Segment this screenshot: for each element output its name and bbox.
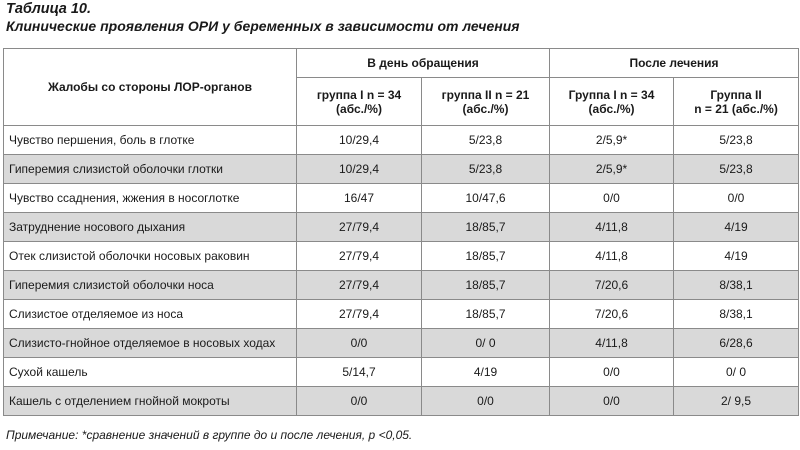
row-label: Затруднение носового дыхания (4, 213, 297, 242)
cell-value: 0/0 (422, 387, 550, 416)
cell-value: 27/79,4 (297, 271, 422, 300)
group-header-line: Группа I n = 34 (568, 87, 655, 102)
cell-value: 16/47 (297, 184, 422, 213)
table-row (4, 242, 799, 271)
group-header-line: (абс./%) (462, 101, 509, 116)
cell-value: 4/19 (674, 242, 799, 271)
group-header (674, 78, 799, 126)
group-header-line: n = 21 (абс./%) (694, 101, 778, 116)
table-title: Таблица 10. (6, 1, 92, 17)
cell-value: 8/38,1 (674, 271, 799, 300)
cell-value: 5/23,8 (422, 126, 550, 155)
cell-value: 10/47,6 (422, 184, 550, 213)
cell-value: 5/23,8 (674, 126, 799, 155)
cell-value: 18/85,7 (422, 271, 550, 300)
cell-value: 5/23,8 (422, 155, 550, 184)
cell-value: 0/ 0 (674, 358, 799, 387)
table-row (4, 155, 799, 184)
table-footnote: Примечание: *сравнение значений в группе до и после лечения, р <0,05. (6, 428, 413, 442)
cell-value: 10/29,4 (297, 155, 422, 184)
cell-value: 0/0 (550, 387, 674, 416)
row-label: Сухой кашель (4, 358, 297, 387)
group-header-line: (абс./%) (588, 101, 635, 116)
cell-value: 4/11,8 (550, 329, 674, 358)
table-row (4, 126, 799, 155)
cell-value: 27/79,4 (297, 300, 422, 329)
row-label: Гиперемия слизистой оболочки носа (4, 271, 297, 300)
group-header-line: группа II n = 21 (441, 87, 530, 102)
cell-value: 18/85,7 (422, 213, 550, 242)
group-header-line: группа I n = 34 (316, 87, 402, 102)
group-header (297, 78, 422, 126)
table-row (4, 184, 799, 213)
row-label: Гиперемия слизистой оболочки глотки (4, 155, 297, 184)
complaints-header: Жалобы со стороны ЛОР-органов (4, 49, 297, 126)
cell-value: 8/38,1 (674, 300, 799, 329)
group-header (550, 78, 674, 126)
cell-value: 0/0 (297, 387, 422, 416)
table-row (4, 213, 799, 242)
group-header-line: Группа II (710, 87, 762, 102)
cell-value: 4/11,8 (550, 213, 674, 242)
cell-value: 5/23,8 (674, 155, 799, 184)
cell-value: 18/85,7 (422, 242, 550, 271)
cell-value: 10/29,4 (297, 126, 422, 155)
cell-value: 4/19 (422, 358, 550, 387)
row-label: Чувство першения, боль в глотке (4, 126, 297, 155)
row-label: Слизистое отделяемое из носа (4, 300, 297, 329)
table-row (4, 271, 799, 300)
data-table (3, 48, 799, 416)
cell-value: 0/0 (297, 329, 422, 358)
table-row (4, 358, 799, 387)
cell-value: 0/ 0 (422, 329, 550, 358)
group-header-line: (абс./%) (336, 101, 382, 116)
row-label: Слизисто-гнойное отделяемое в носовых ходах (4, 329, 297, 358)
cell-value: 0/0 (550, 358, 674, 387)
table-row (4, 300, 799, 329)
cell-value: 0/0 (550, 184, 674, 213)
cell-value: 7/20,6 (550, 271, 674, 300)
period-after-treatment-header: После лечения (550, 49, 799, 78)
cell-value: 27/79,4 (297, 242, 422, 271)
table-subtitle: Клинические проявления ОРИ у беременных в зависимости от лечения (6, 18, 520, 34)
cell-value: 7/20,6 (550, 300, 674, 329)
cell-value: 18/85,7 (422, 300, 550, 329)
row-label: Чувство ссаднения, жжения в носоглотке (4, 184, 297, 213)
table-row (4, 329, 799, 358)
cell-value: 27/79,4 (297, 213, 422, 242)
cell-value: 5/14,7 (297, 358, 422, 387)
cell-value: 4/11,8 (550, 242, 674, 271)
row-label: Отек слизистой оболочки носовых раковин (4, 242, 297, 271)
cell-value: 0/0 (674, 184, 799, 213)
group-header (422, 78, 550, 126)
cell-value: 4/19 (674, 213, 799, 242)
cell-value: 2/5,9* (550, 126, 674, 155)
cell-value: 2/5,9* (550, 155, 674, 184)
table-row (4, 387, 799, 416)
period-first-visit-header: В день обращения (297, 49, 550, 78)
row-label: Кашель с отделением гнойной мокроты (4, 387, 297, 416)
cell-value: 6/28,6 (674, 329, 799, 358)
cell-value: 2/ 9,5 (674, 387, 799, 416)
